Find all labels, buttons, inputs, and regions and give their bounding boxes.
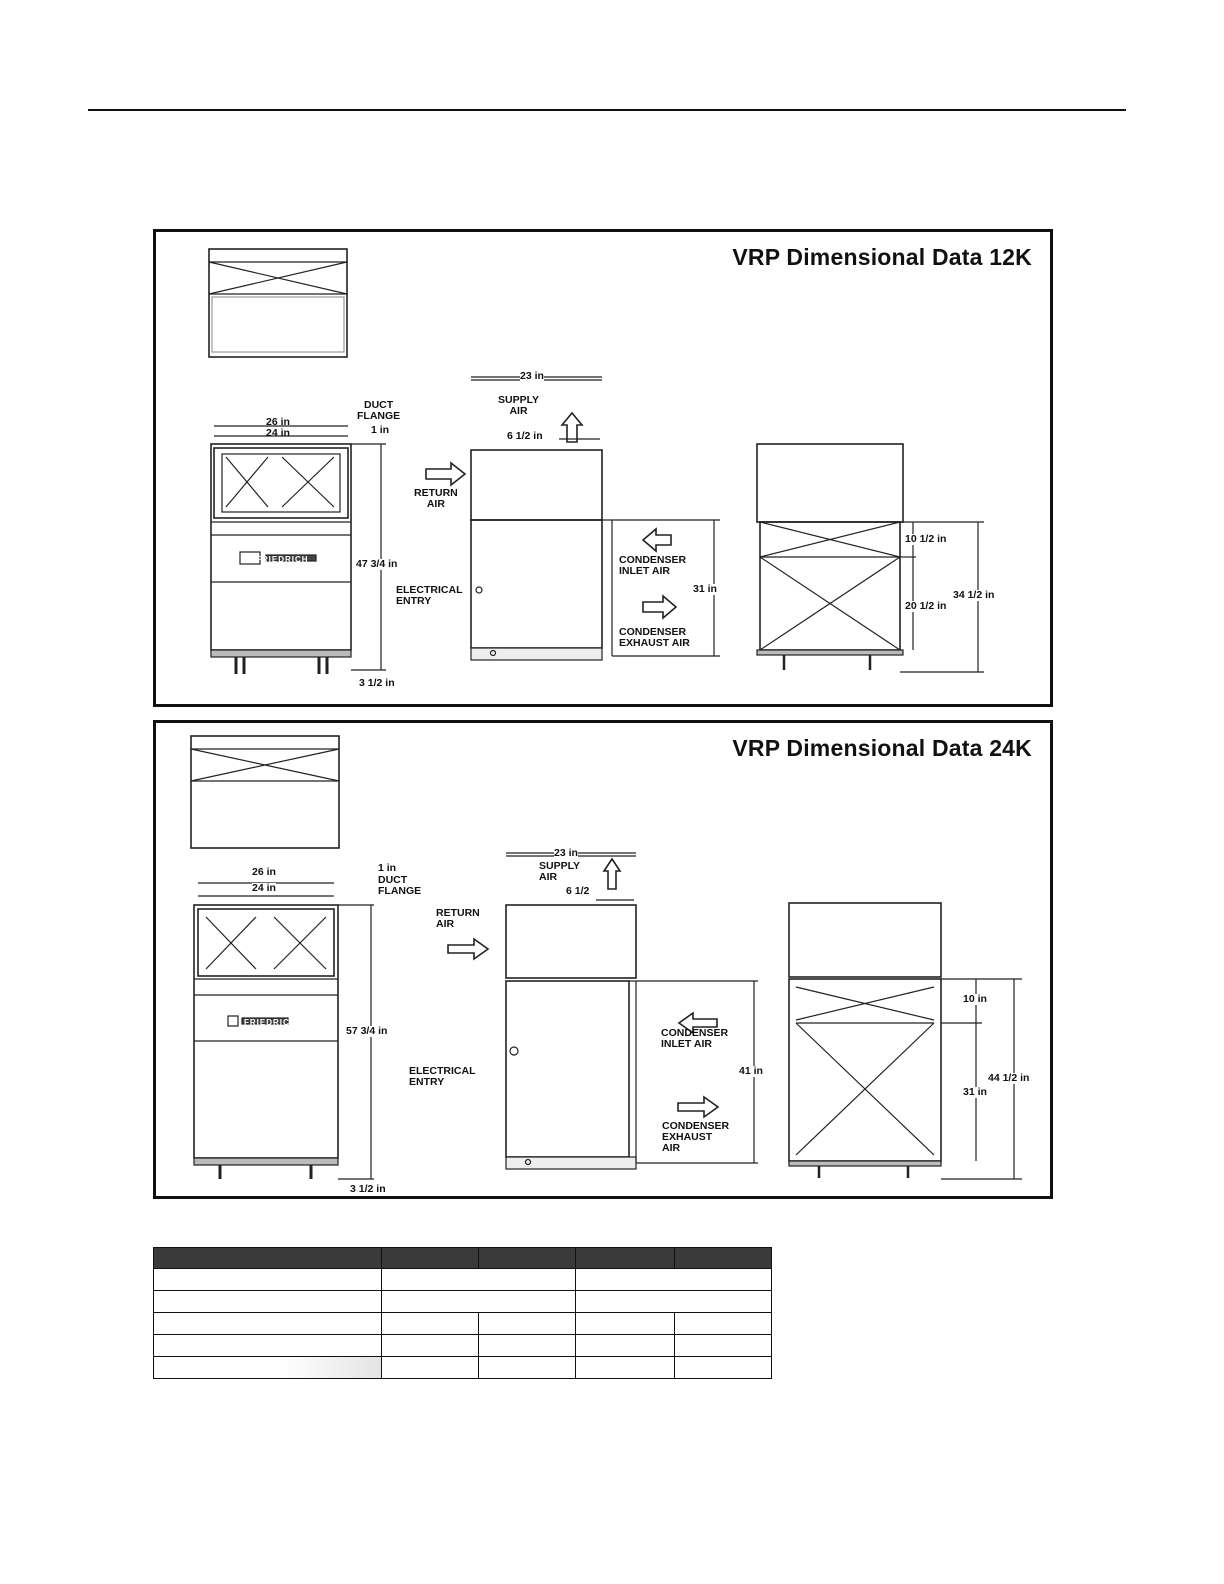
table-cell (154, 1357, 382, 1379)
dim-supply-offset: 6 1/2 in (507, 430, 543, 442)
specs-table (153, 1247, 772, 1379)
table-cell (576, 1313, 675, 1335)
brand-logo: FRIEDRICH (256, 555, 309, 564)
supply-air-label: SUPPLY AIR (498, 394, 540, 417)
table-header-cell (479, 1248, 576, 1269)
dim-width-inner: 24 in (266, 427, 290, 439)
dim-rear-height: 44 1/2 in (988, 1072, 1030, 1084)
electrical-entry-label: ELECTRICAL ENTRY (396, 584, 463, 607)
dim-lower-opening: 31 in (963, 1086, 987, 1098)
table-cell (576, 1269, 772, 1291)
dim-rear-height: 34 1/2 in (953, 589, 995, 601)
condenser-exhaust-label: CONDENSER EXHAUST AIR (662, 1120, 730, 1154)
dim-cabinet-height: 41 in (739, 1065, 763, 1077)
dim-height-total: 57 3/4 in (346, 1025, 388, 1037)
dim-flange-depth: 1 in (378, 862, 397, 874)
table-cell (154, 1291, 382, 1313)
table-cell (154, 1335, 382, 1357)
header-rule (88, 109, 1126, 111)
dim-depth: 23 in (520, 370, 544, 382)
table-cell (382, 1335, 479, 1357)
front-view-12k (211, 426, 386, 674)
table-row (154, 1335, 772, 1357)
dim-width-outer: 26 in (266, 416, 290, 428)
table-row (154, 1291, 772, 1313)
return-air-label: RETURN AIR (436, 907, 480, 930)
dim-cabinet-height: 31 in (693, 583, 717, 595)
table-cell (576, 1291, 772, 1313)
brand-logo: FRIEDRICH (244, 1018, 297, 1027)
table-cell (382, 1291, 576, 1313)
side-view-12k (426, 377, 720, 660)
rear-view-24k (789, 903, 1022, 1179)
table-cell (154, 1269, 382, 1291)
condenser-inlet-label: CONDENSER INLET AIR (661, 1027, 729, 1050)
dim-depth: 23 in (554, 847, 578, 859)
table-header-cell (675, 1248, 772, 1269)
panel-title: VRP Dimensional Data 12K (732, 244, 1032, 270)
dim-height-total: 47 3/4 in (356, 558, 398, 570)
top-view-24k (191, 736, 339, 848)
top-view-12k (209, 249, 347, 357)
dim-lower-opening: 20 1/2 in (905, 600, 947, 612)
table-cell (576, 1357, 675, 1379)
table-header-cell (154, 1248, 382, 1269)
panel-title: VRP Dimensional Data 24K (732, 735, 1032, 761)
dim-flange-depth: 1 in (371, 424, 390, 436)
drawing-12k (156, 232, 1050, 704)
condenser-exhaust-label: CONDENSER EXHAUST AIR (619, 626, 690, 649)
table-cell (479, 1357, 576, 1379)
return-air-label: RETURN AIR (414, 487, 458, 510)
duct-flange-label: DUCT FLANGE (357, 399, 401, 422)
table-cell (675, 1335, 772, 1357)
electrical-entry-label: ELECTRICAL ENTRY (409, 1065, 476, 1088)
dim-upper-opening: 10 1/2 in (905, 533, 947, 545)
panel-12k (153, 229, 1053, 707)
table-row (154, 1357, 772, 1379)
table-header-cell (576, 1248, 675, 1269)
table-cell (675, 1313, 772, 1335)
supply-air-label: SUPPLY AIR (539, 860, 581, 883)
table-header-cell (382, 1248, 479, 1269)
dim-leg-height: 3 1/2 in (359, 677, 395, 689)
table-cell (382, 1357, 479, 1379)
panel-24k (153, 720, 1053, 1199)
table-row (154, 1313, 772, 1335)
table-header-row (154, 1248, 772, 1269)
drawing-24k (156, 723, 1050, 1196)
table-cell (154, 1313, 382, 1335)
table-cell (675, 1357, 772, 1379)
table-cell (479, 1313, 576, 1335)
dim-width-inner: 24 in (252, 882, 276, 894)
table-cell (576, 1335, 675, 1357)
dim-leg-height: 3 1/2 in (350, 1183, 386, 1195)
dim-width-outer: 26 in (252, 866, 276, 878)
duct-flange-label: DUCT FLANGE (378, 874, 422, 897)
table-row (154, 1269, 772, 1291)
table-cell (382, 1269, 576, 1291)
dim-upper-opening: 10 in (963, 993, 987, 1005)
condenser-inlet-label: CONDENSER INLET AIR (619, 554, 687, 577)
rear-view-12k (757, 444, 984, 672)
dim-supply-offset: 6 1/2 (566, 885, 590, 897)
table-cell (382, 1313, 479, 1335)
table-cell (479, 1335, 576, 1357)
